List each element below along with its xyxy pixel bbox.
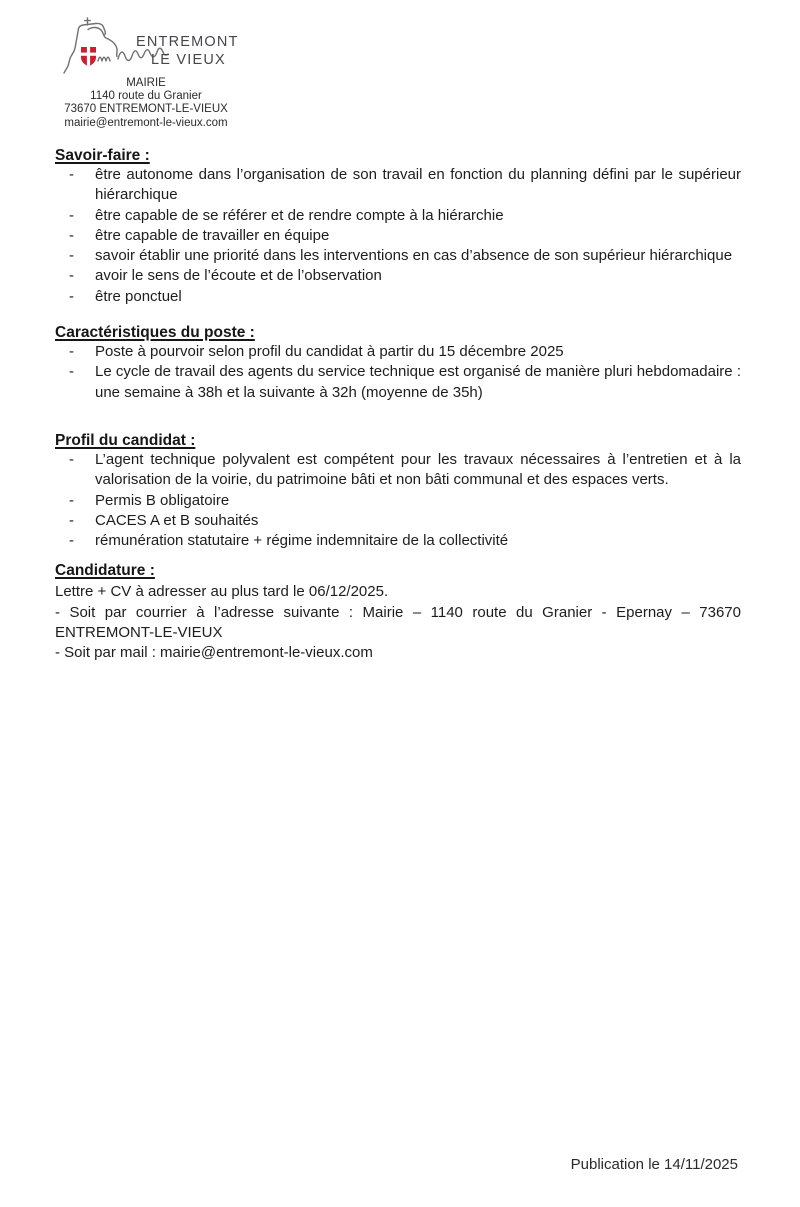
section-heading-candidature: Candidature :	[55, 562, 155, 580]
list-item: - savoir établir une priorité dans les interventions en cas d’absence de son supérieur hiérarchique	[55, 246, 741, 266]
address-org: MAIRIE	[126, 77, 166, 89]
document-body	[55, 146, 741, 664]
list-item: - Le cycle de travail des agents du service technique est organisé de manière pluri hebdomadaire : une semaine à 38h et la suivante à 32h (moyenne de 35h)	[55, 362, 741, 403]
address-street: 1140 route du Granier	[90, 90, 202, 103]
list-item: - Poste à pourvoir selon profil du candidat à partir du 15 décembre 2025	[55, 342, 741, 362]
list-item: - Permis B obligatoire	[55, 491, 741, 511]
logo-name-line2: LE VIEUX	[151, 52, 226, 68]
list-item: - avoir le sens de l’écoute et de l’observation	[55, 266, 741, 286]
publication-date: Publication le 14/11/2025	[570, 1156, 738, 1173]
section-heading-caracteristiques: Caractéristiques du poste :	[55, 324, 255, 342]
candidature-line: - Soit par courrier à l’adresse suivante : Mairie – 1140 route du Granier - Epernay – 73670 ENTREMONT-LE-VIEUX	[55, 603, 741, 642]
list-item: - être capable de travailler en équipe	[55, 226, 741, 246]
list-item: - L’agent technique polyvalent est compétent pour les travaux nécessaires à l’entretien et à la valorisation de la voirie, du patrimoine bâti et non bâti communal et des espaces verts.	[55, 450, 741, 491]
savoy-shield-icon	[81, 47, 96, 68]
mairie-address-block	[50, 77, 242, 130]
profil-list	[55, 450, 741, 551]
section-heading-savoir-faire: Savoir-faire :	[55, 147, 150, 164]
list-item: - être ponctuel	[55, 287, 741, 307]
address-city: 73670 ENTREMONT-LE-VIEUX	[64, 103, 228, 116]
list-item: - être autonome dans l’organisation de son travail en fonction du planning défini par le supérieur hiérarchique	[55, 165, 741, 206]
logo-name-line1: ENTREMONT	[136, 34, 239, 50]
candidature-line: Lettre + CV à adresser au plus tard le 06/12/2025.	[55, 583, 389, 601]
section-heading-profil: Profil du candidat :	[55, 431, 196, 449]
savoir-faire-list	[55, 165, 741, 307]
caracteristiques-list	[55, 342, 741, 403]
address-email: mairie@entremont-le-vieux.com	[64, 116, 228, 129]
list-item: - rémunération statutaire + régime indemnitaire de la collectivité	[55, 531, 741, 551]
list-item: - être capable de se référer et de rendre compte à la hiérarchie	[55, 206, 741, 226]
candidature-block	[55, 582, 741, 663]
candidature-line: - Soit par mail : mairie@entremont-le-vieux.com	[55, 644, 373, 662]
list-item: - CACES A et B souhaités	[55, 511, 741, 531]
